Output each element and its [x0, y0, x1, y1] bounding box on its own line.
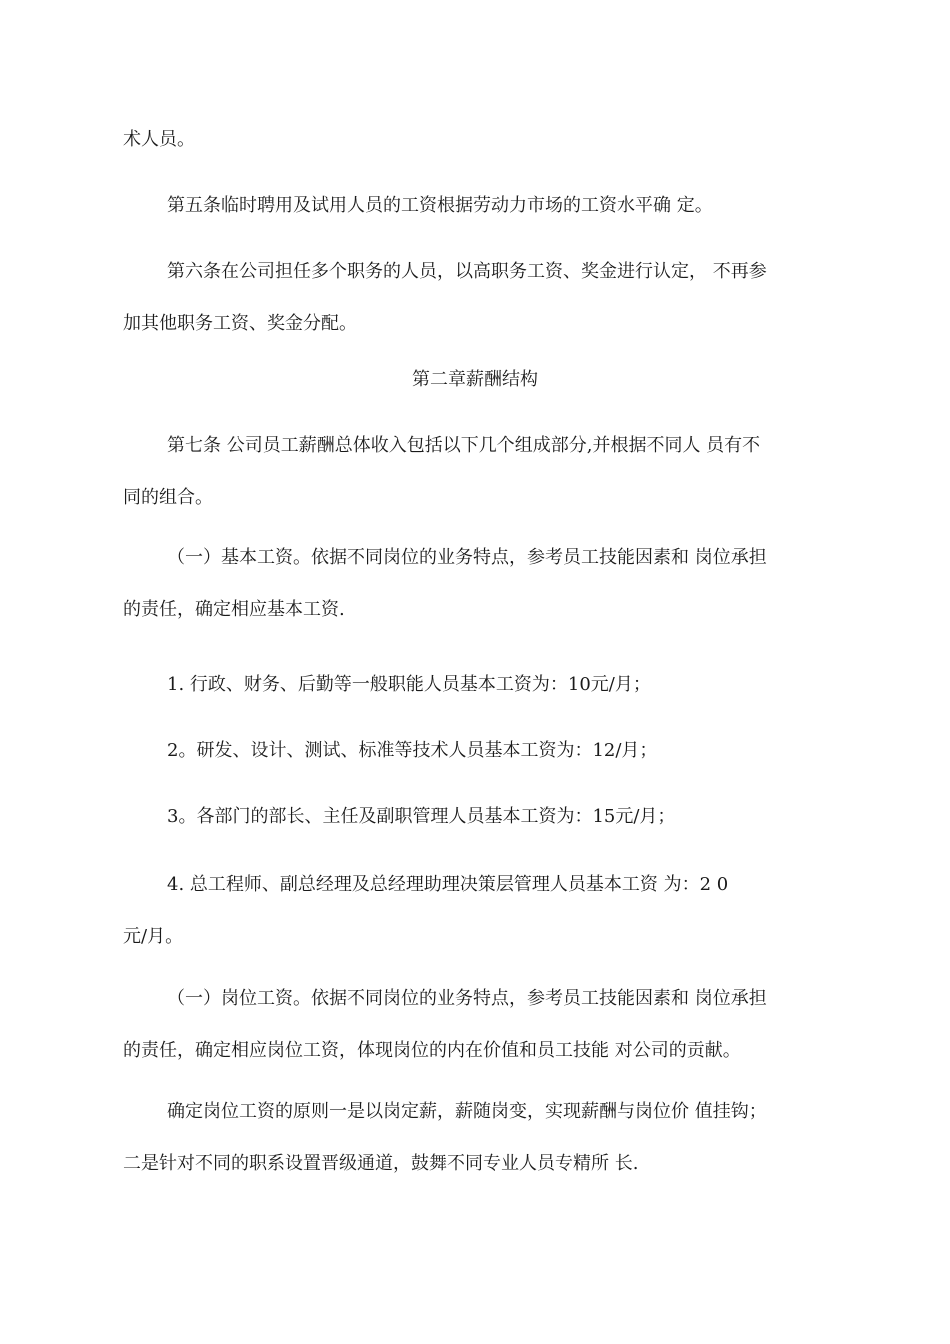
text-line: 第六条在公司担任多个职务的人员，以高职务工资、奖金进行认定， 不再参 [167, 261, 767, 282]
text-line: 的责任，确定相应基本工资. [123, 599, 345, 620]
list-item-3 [123, 791, 848, 843]
paragraph-basic-salary [123, 532, 848, 636]
paragraph-continuation [123, 114, 848, 166]
text-line: 的责任，确定相应岗位工资，体现岗位的内在价值和员工技能 对公司的贡献。 [123, 1040, 741, 1061]
text-line: 确定岗位工资的原则一是以岗定薪，薪随岗变，实现薪酬与岗位价 值挂钩； [167, 1101, 767, 1122]
text-line: 第七条 公司员工薪酬总体收入包括以下几个组成部分,并根据不同人 员有不 [167, 435, 761, 456]
list-item-2 [123, 725, 848, 777]
paragraph-article-5 [123, 180, 848, 232]
text-line: 术人员。 [123, 129, 195, 150]
list-item-1 [123, 659, 848, 711]
paragraph-position-salary-principles [123, 1086, 848, 1190]
list-item-4 [123, 859, 848, 963]
text-line: 3。各部门的部长、主任及副职管理人员基本工资为：15元/月； [167, 806, 676, 827]
text-line: 2。研发、设计、测试、标准等技术人员基本工资为：12/月； [167, 740, 658, 761]
text-line: 二是针对不同的职系设置晋级通道，鼓舞不同专业人员专精所 长. [123, 1153, 639, 1174]
paragraph-article-6 [123, 246, 848, 350]
text-line: 同的组合。 [123, 487, 213, 508]
text-line: 4. 总工程师、副总经理及总经理助理决策层管理人员基本工资 为：2 0 [167, 874, 729, 895]
text-line: 元/月。 [123, 926, 184, 947]
text-line: 加其他职务工资、奖金分配。 [123, 313, 357, 334]
chapter-heading: 第二章薪酬结构 [412, 369, 538, 390]
paragraph-article-7 [123, 420, 848, 524]
text-line: 第五条临时聘用及试用人员的工资根据劳动力市场的工资水平确 定。 [167, 195, 713, 216]
paragraph-position-salary [123, 973, 848, 1077]
text-line: （一）岗位工资。依据不同岗位的业务特点，参考员工技能因素和 岗位承担 [167, 988, 767, 1009]
text-line: （一）基本工资。依据不同岗位的业务特点，参考员工技能因素和 岗位承担 [167, 547, 767, 568]
text-line: 1. 行政、财务、后勤等一般职能人员基本工资为：10元/月； [167, 674, 651, 695]
